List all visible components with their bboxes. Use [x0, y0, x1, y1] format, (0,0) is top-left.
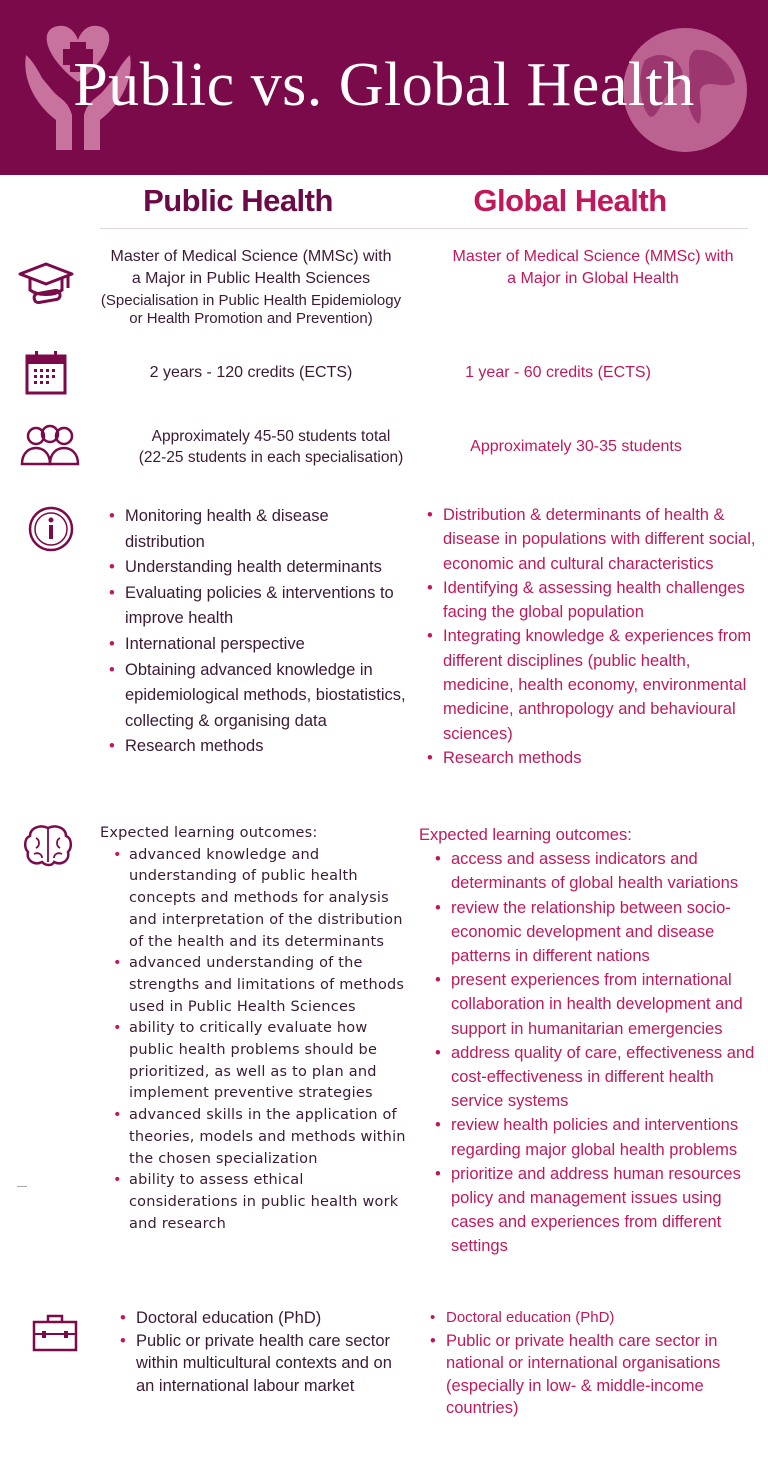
outcomes-public — [100, 823, 410, 1235]
list-item: • present experiences from international collaboration in health development and support in humanitarian emergencies — [435, 968, 764, 1041]
column-heading-public-health: Public Health — [143, 183, 333, 218]
focus-public-list — [109, 504, 409, 760]
list-item: • Doctoral education (PhD) — [120, 1307, 400, 1330]
list-item: • Public or private health care sector within multicultural contexts and on an international labour market — [120, 1330, 400, 1398]
duration-public: 2 years - 120 credits (ECTS) — [149, 364, 353, 381]
students-public — [96, 426, 446, 468]
list-item: • Monitoring health & disease distribution — [109, 504, 409, 555]
degree-public-line: (Specialisation in Public Health Epidemiology — [100, 292, 402, 309]
careers-global-list — [430, 1307, 760, 1420]
brain-icon — [22, 824, 84, 868]
degree-global — [418, 246, 768, 290]
list-item: • address quality of care, effectiveness and cost-effectiveness in different health service systems — [435, 1041, 764, 1114]
list-item: • Understanding health determinants — [109, 555, 409, 581]
outcomes-public-list — [113, 845, 410, 1236]
list-item: • Evaluating policies & interventions to improve health — [109, 581, 409, 632]
list-item: • ability to assess ethical considerations in public health work and research — [113, 1170, 410, 1235]
degree-public-line: or Health Promotion and Prevention) — [129, 310, 373, 327]
column-heading-global-health: Global Health — [473, 183, 667, 218]
degree-public — [76, 246, 426, 327]
focus-public — [109, 504, 409, 760]
students-global: Approximately 30-35 students — [470, 438, 682, 455]
degree-public-line: a Major in Public Health Sciences — [131, 270, 371, 287]
careers-global — [430, 1307, 760, 1420]
focus-global — [427, 503, 757, 770]
students-public-line: (22-25 students in each specialisation) — [138, 449, 404, 466]
degree-public-line: Master of Medical Science (MMSc) with — [110, 248, 392, 265]
heading-divider — [100, 228, 748, 229]
list-item: • Doctoral education (PhD) — [430, 1307, 760, 1330]
outcomes-global — [419, 823, 764, 1259]
list-item: • review the relationship between socio-economic development and disease patterns in different nations — [435, 896, 764, 969]
info-icon — [28, 506, 90, 552]
list-item: • advanced skills in the application of theories, models and methods within the chosen specialization — [113, 1105, 410, 1170]
careers-public — [120, 1307, 400, 1397]
degree-global-line: a Major in Global Health — [507, 270, 679, 287]
briefcase-icon — [32, 1312, 94, 1352]
list-item: • International perspective — [109, 632, 409, 658]
list-item: • advanced understanding of the strengths and limitations of methods used in Public Health Sciences — [113, 953, 410, 1018]
outcomes-global-list — [435, 847, 764, 1258]
header-banner — [0, 0, 768, 175]
list-item: • prioritize and address human resources policy and management issues using cases and experiences from different settings — [435, 1162, 764, 1259]
people-group-icon — [20, 424, 82, 468]
focus-global-list — [427, 503, 757, 770]
divider-mark — [17, 1186, 27, 1187]
list-item: • Identifying & assessing health challenges facing the global population — [427, 576, 757, 625]
students-public-line: Approximately 45-50 students total — [151, 428, 391, 445]
list-item: • Research methods — [427, 746, 757, 770]
list-item: • ability to critically evaluate how public health problems should be prioritized, as well as to plan and implement preventive strategies — [113, 1018, 410, 1105]
page-title: Public vs. Global Health — [73, 51, 695, 119]
list-item: • review health policies and interventions regarding major global health problems — [435, 1113, 764, 1161]
list-item: • Obtaining advanced knowledge in epidemiological methods, biostatistics, collecting & organising data — [109, 658, 409, 735]
list-item: • Integrating knowledge & experiences from different disciplines (public health, medicine, health economy, environmental medicine, anthropology and behavioural sciences) — [427, 624, 757, 745]
careers-public-list — [120, 1307, 400, 1397]
outcomes-global-heading: Expected learning outcomes: — [419, 826, 632, 844]
list-item: • Research methods — [109, 734, 409, 760]
duration-global: 1 year - 60 credits (ECTS) — [465, 364, 651, 381]
list-item: • access and assess indicators and determinants of global health variations — [435, 847, 764, 895]
graduation-cap-icon — [16, 258, 78, 306]
list-item: • advanced knowledge and understanding of public health concepts and methods for analysis and interpretation of the distribution of the health and its determinants — [113, 845, 410, 954]
degree-global-line: Master of Medical Science (MMSc) with — [452, 248, 734, 265]
list-item: • Public or private health care sector in national or international organisations (especially in low- & middle-income countries) — [430, 1330, 760, 1420]
outcomes-public-heading: Expected learning outcomes: — [100, 825, 318, 841]
list-item: • Distribution & determinants of health & disease in populations with different social, economic and cultural characteristics — [427, 503, 757, 576]
